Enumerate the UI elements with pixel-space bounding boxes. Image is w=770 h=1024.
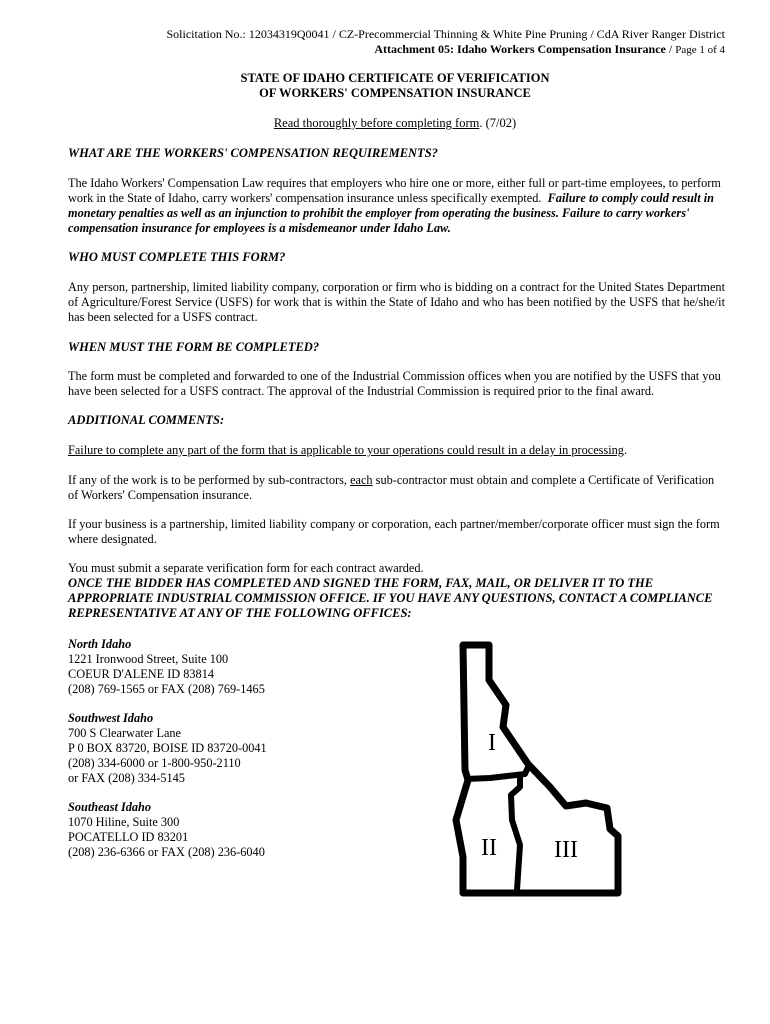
region-label-1: I [488, 730, 496, 756]
failure-note-text: Failure to complete any part of the form that is applicable to your operations could result in a delay in processing [68, 443, 624, 457]
who-heading: WHO MUST COMPLETE THIS FORM? [68, 250, 286, 264]
office-fax: or FAX (208) 334-5145 [68, 771, 185, 785]
office-pobox: P 0 BOX 83720, BOISE ID 83720-0041 [68, 741, 267, 755]
office-name: North Idaho [68, 637, 132, 651]
office-city: POCATELLO ID 83201 [68, 830, 189, 844]
office-phone: (208) 769-1565 or FAX (208) 769-1465 [68, 682, 265, 696]
solicitation-header: Solicitation No.: 12034319Q0041 / CZ-Precommercial Thinning & White Pine Pruning / CdA River Ranger District [166, 27, 725, 41]
requirements-heading: WHAT ARE THE WORKERS' COMPENSATION REQUIREMENTS? [68, 146, 438, 160]
attachment-header [374, 42, 725, 57]
submission-instructions: ONCE THE BIDDER HAS COMPLETED AND SIGNED THE FORM, FAX, MAIL, OR DELIVER IT TO THE APPROPRIATE INDUSTRIAL COMMISSION OFFICE. IF YOU HAVE ANY QUESTIONS, CONTACT A COMPLIANCE REPRESENTATIVE AT ANY OF THE FOLLOWING OFFICES: [68, 576, 713, 620]
when-heading: WHEN MUST THE FORM BE COMPLETED? [68, 340, 320, 354]
header-separator: / [665, 42, 676, 56]
form-title-line1: STATE OF IDAHO CERTIFICATE OF VERIFICATION [240, 71, 550, 85]
read-note-underlined: Read thoroughly before completing form [273, 116, 480, 130]
idaho-regions-map [450, 636, 650, 906]
region-label-3: III [554, 837, 578, 863]
office-address: 1070 Hiline, Suite 300 [68, 815, 180, 829]
office-name: Southeast Idaho [68, 800, 152, 814]
requirements-penalty-text: Failure to comply could result in monetary penalties as well as an injunction to prohibit the employer from operating the business. Failure to carry workers' compensation insurance for employees is a misdemeanor under Idaho Law. [68, 191, 714, 235]
who-body: Any person, partnership, limited liability company, corporation or firm who is bidding on a contract for the United States Department of Agriculture/Forest Service (USFS) for work that is within the State of Idaho and who has been notified by the USFS that he/she/it has been selected for a USFS contract. [68, 280, 725, 324]
office-address: 700 S Clearwater Lane [68, 726, 182, 740]
office-southwest-idaho [68, 711, 267, 786]
subcontractor-note-post: sub-contractor must obtain and complete a Certificate of Verification of Workers' Compensation insurance. [68, 473, 715, 502]
read-note [0, 116, 770, 131]
office-name: Southwest Idaho [68, 711, 154, 725]
form-title-line2: OF WORKERS' COMPENSATION INSURANCE [259, 86, 531, 100]
office-north-idaho [68, 637, 265, 697]
office-city: COEUR D'ALENE ID 83814 [68, 667, 215, 681]
subcontractor-note-each: each [350, 473, 373, 487]
region-border-south [511, 776, 520, 890]
attachment-title: Attachment 05: Idaho Workers Compensation Insurance [374, 42, 666, 56]
partnership-note: If your business is a partnership, limited liability company or corporation, each partner/member/corporate officer must sign the form where designated. [68, 517, 720, 546]
page-number: Page 1 of 4 [675, 44, 725, 56]
subcontractor-note-pre: If any of the work is to be performed by sub-contractors, [68, 473, 351, 487]
region-label-2: II [481, 835, 497, 861]
read-note-date: . (7/02) [479, 116, 517, 130]
requirements-body [68, 176, 725, 236]
separate-form-note: You must submit a separate verification form for each contract awarded. [68, 561, 424, 575]
when-body: The form must be completed and forwarded to one of the Industrial Commission offices when you are notified by the USFS that you have been selected for a USFS contract. The approval of the Industrial Commission is required prior to the final award. [68, 369, 721, 398]
requirements-text: The Idaho Workers' Compensation Law requires that employers who hire one or more, either full or part-time employees, to perform work in the State of Idaho, carry workers' compensation insurance unless specifically exempted. [68, 176, 721, 205]
failure-note [68, 443, 725, 458]
office-phone: (208) 236-6366 or FAX (208) 236-6040 [68, 845, 265, 859]
office-phone: (208) 334-6000 or 1-800-950-2110 [68, 756, 241, 770]
comments-heading: ADDITIONAL COMMENTS: [68, 413, 225, 427]
subcontractor-note [68, 473, 725, 503]
office-southeast-idaho [68, 800, 265, 860]
failure-note-period: . [623, 443, 628, 457]
office-address: 1221 Ironwood Street, Suite 100 [68, 652, 229, 666]
